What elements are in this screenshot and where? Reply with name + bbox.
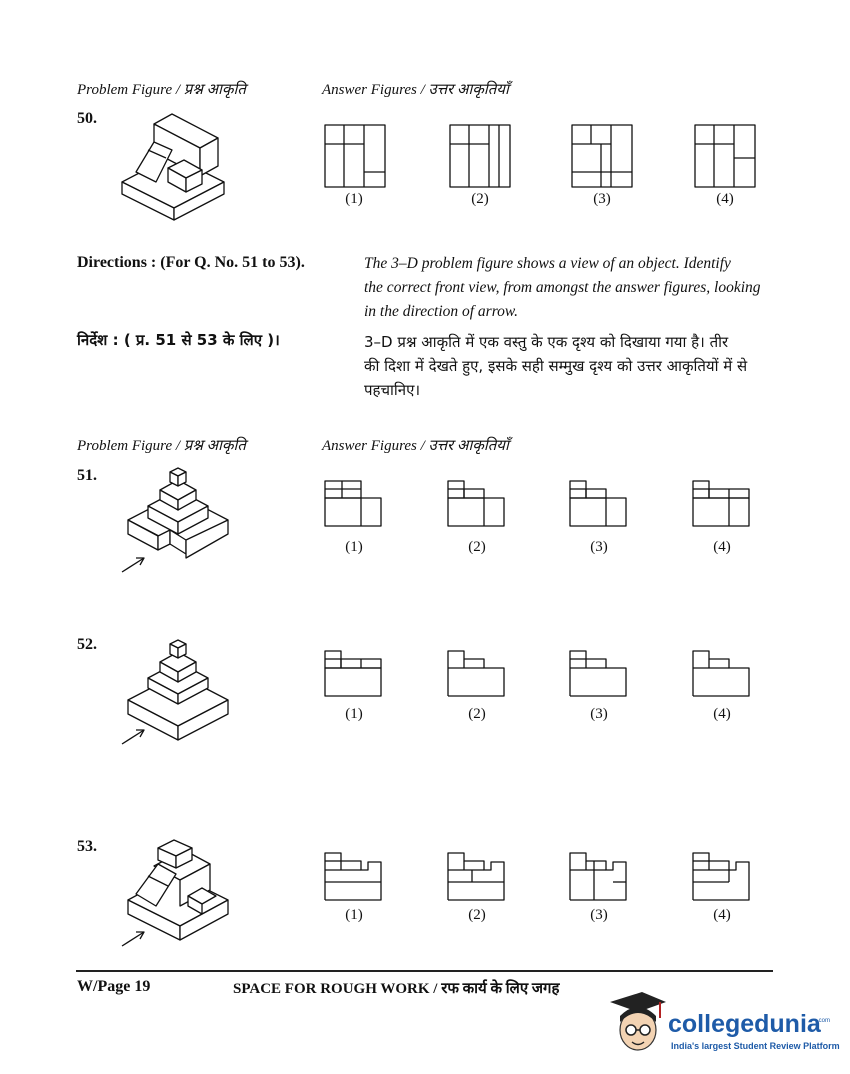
q51-option-2-label: (2) — [468, 539, 486, 555]
logo-tagline: India's largest Student Review Platform — [671, 1041, 840, 1051]
mascot-logo-icon — [608, 990, 668, 1060]
q50-option-3-label: (3) — [593, 191, 611, 207]
logo-domain-suffix: .com — [817, 1018, 831, 1024]
problem-figure-label: Problem Figure / प्रश्न आकृति — [77, 82, 246, 98]
directions-text-en-1: The 3–D problem figure shows a view of an object. Identify — [364, 255, 731, 272]
footer-divider — [76, 970, 773, 972]
q51-problem-figure — [118, 462, 238, 577]
question-number-50: 50. — [77, 110, 97, 127]
q53-answer-2[interactable] — [447, 852, 507, 902]
answer-figures-label-2: Answer Figures / उत्तर आकृतियाँ — [322, 438, 509, 454]
logo-wordmark: collegedunia — [668, 1010, 821, 1038]
directions-label-en: Directions : (For Q. No. 51 to 53). — [77, 254, 305, 271]
page-number: W/Page 19 — [77, 978, 151, 995]
directions-text-en-2: the correct front view, from amongst the answer figures, looking — [364, 279, 761, 296]
problem-figure-label-2: Problem Figure / प्रश्न आकृति — [77, 438, 246, 454]
directions-label-hi: निर्देश : ( प्र. 51 से 53 के लिए )। — [77, 331, 280, 349]
rough-work-label: SPACE FOR ROUGH WORK / रफ कार्य के लिए जगह — [233, 981, 560, 997]
q51-answer-1[interactable] — [324, 480, 384, 528]
q52-option-2-label: (2) — [468, 706, 486, 722]
q53-option-3-label: (3) — [590, 907, 608, 923]
q53-answer-4[interactable] — [692, 852, 752, 902]
q51-answer-3[interactable] — [569, 480, 629, 528]
q50-answer-2[interactable] — [449, 124, 511, 188]
q52-answer-4[interactable] — [692, 650, 752, 698]
q51-answer-4[interactable] — [692, 480, 752, 528]
q53-answer-3[interactable] — [569, 852, 629, 902]
q50-answer-4[interactable] — [694, 124, 756, 188]
directions-text-hi-1: 3–D प्रश्न आकृति में एक वस्तु के एक दृश्य को दिखाया गया है। तीर — [364, 333, 729, 351]
q52-option-1-label: (1) — [345, 706, 363, 722]
q50-answer-1[interactable] — [324, 124, 386, 188]
q50-option-4-label: (4) — [716, 191, 734, 207]
q53-problem-figure — [118, 834, 238, 949]
directions-text-hi-3: पहचानिए। — [364, 381, 421, 399]
q52-answer-1[interactable] — [324, 650, 384, 698]
directions-text-en-3: in the direction of arrow. — [364, 303, 518, 320]
directions-text-hi-2: की दिशा में देखते हुए, इसके सही सम्मुख दृश्य को उत्तर आकृतियों में से — [364, 357, 748, 375]
q50-option-2-label: (2) — [471, 191, 489, 207]
q53-answer-1[interactable] — [324, 852, 384, 902]
q51-option-3-label: (3) — [590, 539, 608, 555]
q53-option-4-label: (4) — [713, 907, 731, 923]
q50-option-1-label: (1) — [345, 191, 363, 207]
question-number-52: 52. — [77, 636, 97, 653]
q52-option-4-label: (4) — [713, 706, 731, 722]
q52-problem-figure — [118, 632, 238, 747]
q50-problem-figure — [118, 110, 230, 222]
answer-figures-label: Answer Figures / उत्तर आकृतियाँ — [322, 82, 509, 98]
q51-answer-2[interactable] — [447, 480, 507, 528]
q53-option-2-label: (2) — [468, 907, 486, 923]
q52-option-3-label: (3) — [590, 706, 608, 722]
q50-answer-3[interactable] — [571, 124, 633, 188]
question-number-53: 53. — [77, 838, 97, 855]
question-number-51: 51. — [77, 467, 97, 484]
q51-option-4-label: (4) — [713, 539, 731, 555]
q52-answer-2[interactable] — [447, 650, 507, 698]
q53-option-1-label: (1) — [345, 907, 363, 923]
q51-option-1-label: (1) — [345, 539, 363, 555]
q52-answer-3[interactable] — [569, 650, 629, 698]
